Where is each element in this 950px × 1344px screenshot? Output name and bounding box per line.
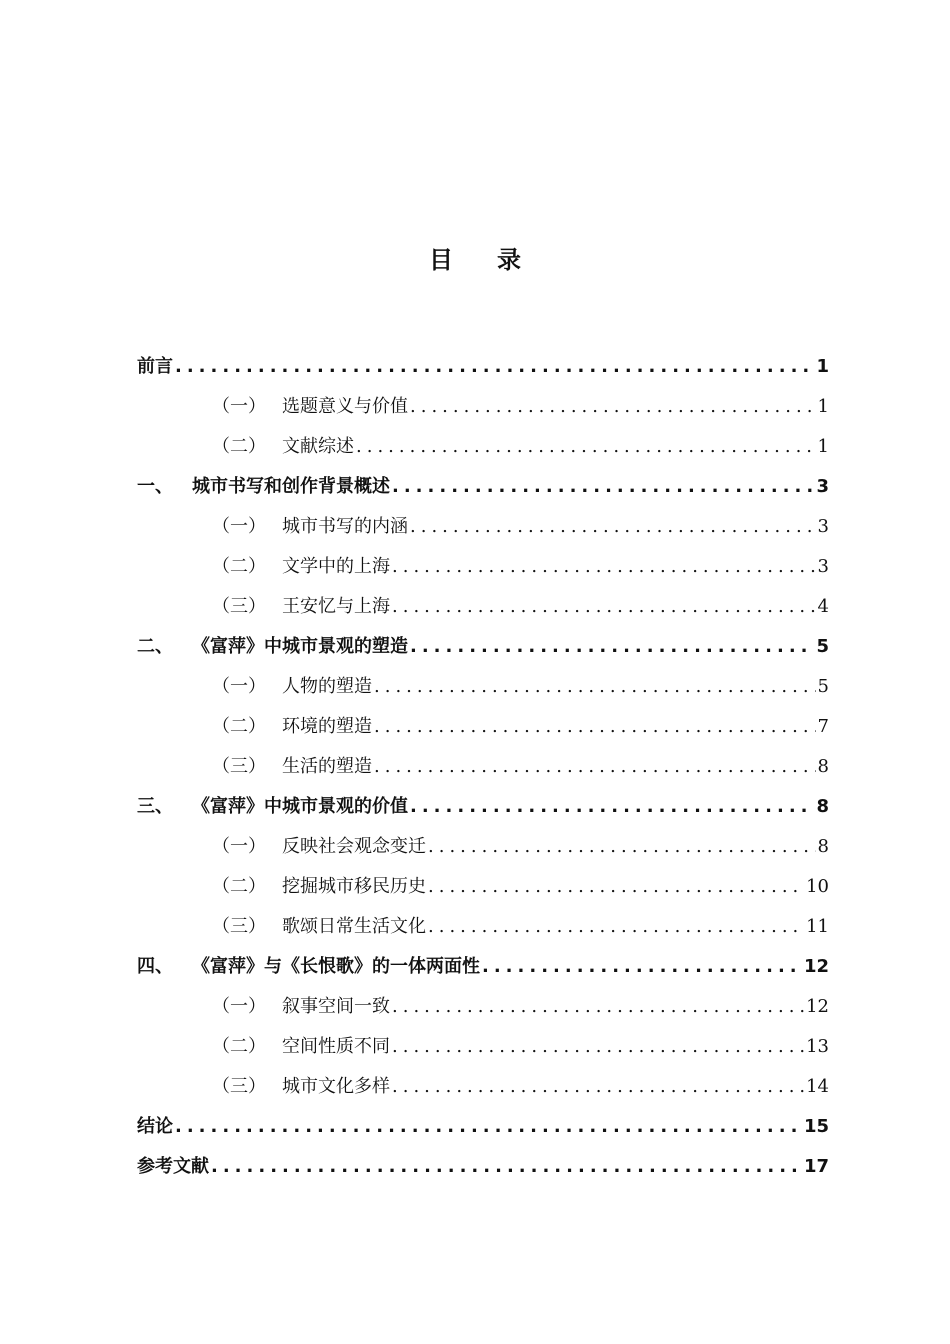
toc-dot-leader — [480, 947, 802, 987]
toc-entry-number: （二） — [212, 436, 266, 457]
toc-entry-label: 文献综述 — [282, 436, 354, 457]
toc-entry-section[interactable] — [137, 747, 829, 787]
toc-entry-page-number: 15 — [803, 1116, 829, 1137]
toc-entry-number: （二） — [212, 876, 266, 897]
toc-dot-leader — [372, 707, 816, 747]
toc-entry-page-number: 11 — [806, 916, 829, 937]
toc-entry-label: 城市书写的内涵 — [282, 516, 408, 537]
toc-entry-section[interactable] — [137, 907, 829, 947]
toc-entry-chapter[interactable] — [137, 1147, 829, 1187]
toc-entry-label: 《富萍》中城市景观的价值 — [192, 796, 408, 817]
toc-entry-page-number: 3 — [817, 516, 829, 537]
toc-entry-section[interactable] — [137, 827, 829, 867]
toc-dot-leader — [390, 467, 814, 507]
page-title: 目录 — [429, 246, 565, 274]
toc-entry-page-number: 5 — [816, 636, 829, 657]
toc-entry-page-number: 12 — [803, 956, 829, 977]
toc-dot-leader — [390, 1027, 804, 1067]
toc-dot-leader — [426, 867, 804, 907]
toc-entry-number: 四、 — [137, 956, 173, 977]
toc-entry-page-number: 7 — [817, 716, 829, 737]
toc-dot-leader — [372, 667, 816, 707]
toc-entry-label: 前言 — [137, 356, 173, 377]
toc-entry-number: （一） — [212, 516, 266, 537]
toc-entry-number: （二） — [212, 716, 266, 737]
toc-entry-chapter[interactable] — [137, 627, 829, 667]
toc-entry-label: 反映社会观念变迁 — [282, 836, 426, 857]
toc-entry-page-number: 4 — [817, 596, 829, 617]
toc-dot-leader — [390, 987, 804, 1027]
toc-entry-label: 选题意义与价值 — [282, 396, 408, 417]
toc-entry-section[interactable] — [137, 707, 829, 747]
toc-entry-section[interactable] — [137, 387, 829, 427]
table-of-contents — [137, 347, 829, 1187]
toc-entry-number: （一） — [212, 996, 266, 1017]
toc-entry-number: （一） — [212, 836, 266, 857]
toc-dot-leader — [390, 547, 816, 587]
toc-entry-label: 环境的塑造 — [282, 716, 372, 737]
toc-dot-leader — [354, 427, 816, 467]
toc-entry-number: （三） — [212, 1076, 266, 1097]
toc-entry-chapter[interactable] — [137, 347, 829, 387]
toc-entry-label: 《富萍》中城市景观的塑造 — [192, 636, 408, 657]
toc-entry-page-number: 3 — [816, 476, 829, 497]
toc-dot-leader — [408, 507, 816, 547]
toc-entry-section[interactable] — [137, 427, 829, 467]
toc-entry-number: （二） — [212, 1036, 266, 1057]
toc-dot-leader — [408, 787, 814, 827]
toc-entry-label: 空间性质不同 — [282, 1036, 390, 1057]
toc-entry-page-number: 1 — [816, 356, 829, 377]
toc-dot-leader — [173, 347, 814, 387]
toc-entry-label: 王安忆与上海 — [282, 596, 390, 617]
toc-entry-page-number: 17 — [803, 1156, 829, 1177]
toc-entry-label: 城市书写和创作背景概述 — [192, 476, 390, 497]
toc-entry-section[interactable] — [137, 1027, 829, 1067]
toc-dot-leader — [372, 747, 816, 787]
toc-entry-label: 文学中的上海 — [282, 556, 390, 577]
toc-dot-leader — [209, 1147, 802, 1187]
toc-entry-page-number: 1 — [817, 436, 829, 457]
toc-entry-number: （三） — [212, 756, 266, 777]
toc-entry-page-number: 12 — [806, 996, 829, 1017]
toc-entry-number: （一） — [212, 676, 266, 697]
toc-entry-chapter[interactable] — [137, 947, 829, 987]
toc-entry-label: 《富萍》与《长恨歌》的一体两面性 — [192, 956, 480, 977]
toc-entry-page-number: 13 — [806, 1036, 829, 1057]
toc-entry-label: 歌颂日常生活文化 — [282, 916, 426, 937]
toc-entry-page-number: 8 — [817, 836, 829, 857]
toc-dot-leader — [390, 587, 816, 627]
toc-entry-label: 城市文化多样 — [282, 1076, 390, 1097]
toc-dot-leader — [426, 907, 804, 947]
toc-entry-number: （一） — [212, 396, 266, 417]
toc-entry-section[interactable] — [137, 547, 829, 587]
toc-dot-leader — [426, 827, 816, 867]
toc-dot-leader — [390, 1067, 804, 1107]
toc-entry-section[interactable] — [137, 867, 829, 907]
toc-entry-chapter[interactable] — [137, 787, 829, 827]
toc-entry-label: 结论 — [137, 1116, 173, 1137]
toc-entry-number: 一、 — [137, 476, 173, 497]
toc-dot-leader — [408, 387, 816, 427]
toc-entry-label: 叙事空间一致 — [282, 996, 390, 1017]
toc-entry-section[interactable] — [137, 1067, 829, 1107]
toc-entry-label: 参考文献 — [137, 1156, 209, 1177]
toc-entry-page-number: 14 — [806, 1076, 829, 1097]
toc-dot-leader — [408, 627, 814, 667]
toc-entry-chapter[interactable] — [137, 1107, 829, 1147]
toc-entry-page-number: 10 — [806, 876, 829, 897]
toc-entry-section[interactable] — [137, 507, 829, 547]
toc-entry-number: （三） — [212, 916, 266, 937]
toc-dot-leader — [173, 1107, 802, 1147]
toc-entry-section[interactable] — [137, 987, 829, 1027]
toc-entry-section[interactable] — [137, 587, 829, 627]
toc-entry-label: 人物的塑造 — [282, 676, 372, 697]
toc-entry-page-number: 1 — [817, 396, 829, 417]
toc-entry-label: 生活的塑造 — [282, 756, 372, 777]
toc-entry-number: 三、 — [137, 796, 173, 817]
toc-entry-number: （三） — [212, 596, 266, 617]
toc-entry-page-number: 3 — [817, 556, 829, 577]
toc-entry-chapter[interactable] — [137, 467, 829, 507]
toc-entry-number: 二、 — [137, 636, 173, 657]
toc-entry-page-number: 8 — [817, 756, 829, 777]
toc-entry-page-number: 5 — [817, 676, 829, 697]
toc-entry-page-number: 8 — [816, 796, 829, 817]
toc-entry-section[interactable] — [137, 667, 829, 707]
toc-entry-number: （二） — [212, 556, 266, 577]
toc-entry-label: 挖掘城市移民历史 — [282, 876, 426, 897]
